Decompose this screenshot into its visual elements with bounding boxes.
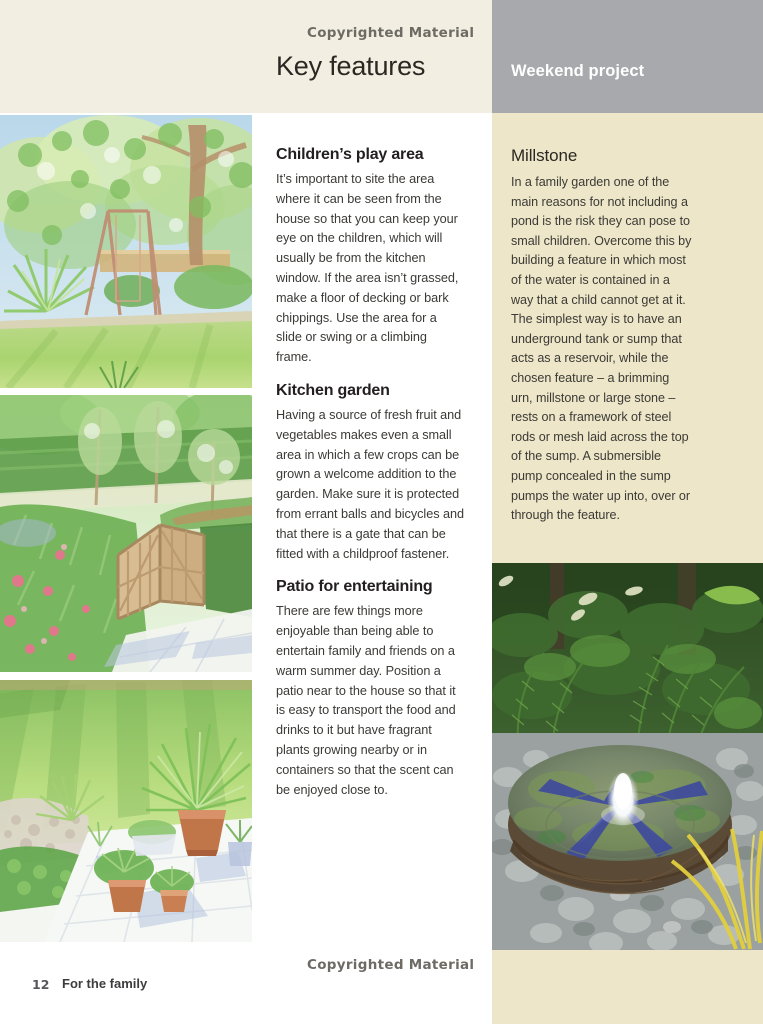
- copyright-notice-top: Copyrighted Material: [307, 25, 475, 41]
- sidebar-body-millstone: In a family garden one of the main reasons for not including a pond is the risk they can pose to small children. Overcome this by building a feature in which most of the water is contained in a way that a child cannot get at it. The simplest way is to have an underground tank or sump that acts as a reservoir, while the chosen feature – a brimming urn, millstone or large stone – rests on a framework of steel rods or mesh laid across the top of the sump. A submersible pump concealed in the sump pumps the water up into, over or through the feature.: [511, 175, 692, 523]
- illustration-garden-swing: [0, 115, 252, 388]
- section-kitchen-garden: [276, 382, 466, 564]
- footer-section-name: For the family: [62, 976, 148, 991]
- illustration-patio-containers: [0, 680, 252, 942]
- page-title: Key features: [276, 51, 426, 81]
- page-number: 12: [32, 977, 50, 992]
- main-text-column: [276, 146, 466, 814]
- section-heading: Patio for entertaining: [276, 578, 433, 596]
- section-childrens-play-area: [276, 146, 466, 368]
- section-body: There are few things more enjoyable than being able to entertain family and friends on a warm summer day. Position a patio near to the house so that it is easy to transport the food and drinks to it but have fragrant plants growing nearby or in containers so that the scent can be enjoyed close to.: [276, 604, 456, 797]
- weekend-project-band: [492, 0, 763, 113]
- millstone-water-feature-photo: [492, 563, 763, 950]
- section-heading: Kitchen garden: [276, 381, 390, 399]
- illustration-kitchen-garden-gate: [0, 395, 252, 672]
- section-body: It’s important to site the area where it can be seen from the house so that you can keep your eye on the children, which will usually be from the kitchen window. If the area isn’t grassed, make a floor of decking or bark chippings. Use the area for a slide or swing or a climbing frame.: [276, 172, 459, 365]
- sidebar-heading-millstone: Millstone: [511, 146, 578, 165]
- sidebar-text-block: [511, 146, 693, 526]
- section-body: Having a source of fresh fruit and vegetables makes even a small area in which a few crops can be grown a welcome addition to the garden. Make sure it is protected from errant balls and bicycles and that there is a gate that can be fitted with a childproof fastener.: [276, 407, 464, 561]
- section-patio-for-entertaining: [276, 578, 466, 800]
- copyright-notice-bottom: Copyrighted Material: [307, 957, 475, 973]
- weekend-project-title: Weekend project: [511, 62, 645, 80]
- section-heading: Children’s play area: [276, 146, 424, 163]
